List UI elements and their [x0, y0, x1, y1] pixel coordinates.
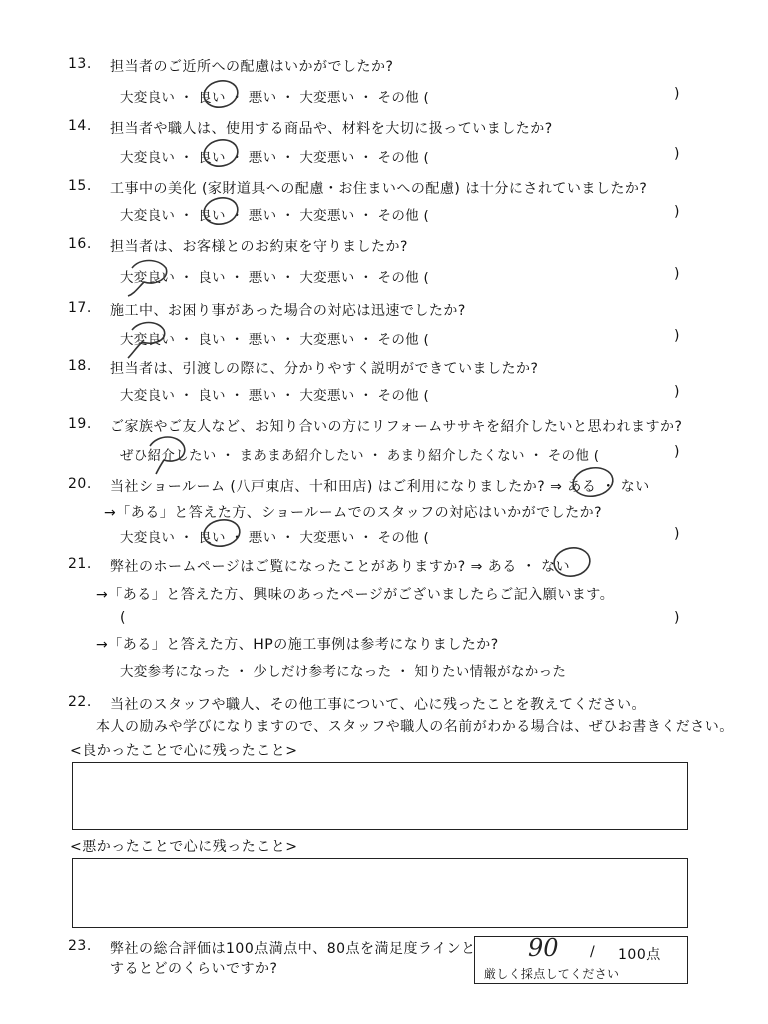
- bad-comment-box[interactable]: [72, 858, 688, 928]
- score-max: 100点: [618, 947, 661, 963]
- question-19-options[interactable]: ぜひ紹介したい ・ まあまあ紹介したい ・ あまり紹介したくない ・ その他 (: [120, 448, 600, 464]
- score-slash: /: [590, 944, 596, 960]
- question-19-text: ご家族やご友人など、お知り合いの方にリフォームササキを紹介したいと思われますか?: [110, 419, 683, 435]
- question-13-options[interactable]: 大変良い ・ 良い ・ 悪い ・ 大変悪い ・ その他 (: [120, 90, 430, 106]
- question-22-number: 22.: [68, 694, 92, 710]
- question-15-options[interactable]: 大変良い ・ 良い ・ 悪い ・ 大変悪い ・ その他 (: [120, 208, 430, 224]
- question-16-close-paren: ): [674, 266, 680, 282]
- bad-comment-label: <悪かったことで心に残ったこと>: [70, 839, 298, 855]
- question-13-close-paren: ): [674, 86, 680, 102]
- question-20-follow-up: →「ある」と答えた方、ショールームでのスタッフの対応はいかがでしたか?: [104, 505, 603, 521]
- score-value: 90: [528, 934, 559, 962]
- question-15-close-paren: ): [674, 204, 680, 220]
- good-comment-box[interactable]: [72, 762, 688, 830]
- question-21-close-paren: ): [674, 610, 680, 626]
- question-16-text: 担当者は、お客様とのお約束を守りましたか?: [110, 239, 408, 255]
- question-21-number: 21.: [68, 556, 92, 572]
- question-14-number: 14.: [68, 118, 92, 134]
- score-note: 厳しく採点してください: [484, 967, 620, 981]
- question-16-options[interactable]: 大変良い ・ 良い ・ 悪い ・ 大変悪い ・ その他 (: [120, 270, 430, 286]
- question-15-text: 工事中の美化 (家財道具への配慮・お住まいへの配慮) は十分にされていましたか?: [110, 181, 648, 197]
- question-13-text: 担当者のご近所への配慮はいかがでしたか?: [110, 59, 394, 75]
- question-18-text: 担当者は、引渡しの際に、分かりやすく説明ができていましたか?: [110, 361, 539, 377]
- question-20-number: 20.: [68, 476, 92, 492]
- question-17-text: 施工中、お困り事があった場合の対応は迅速でしたか?: [110, 303, 466, 319]
- question-21-text[interactable]: 弊社のホームページはご覧になったことがありますか? ⇒ ある ・ ない: [110, 559, 571, 575]
- question-22-text-2: 本人の励みや学びになりますので、スタッフや職人の名前がわかる場合は、ぜひお書きください。: [96, 719, 734, 735]
- question-17-number: 17.: [68, 300, 92, 316]
- question-21-follow-up-1: →「ある」と答えた方、興味のあったページがございましたらご記入願います。: [96, 587, 615, 603]
- question-23-number: 23.: [68, 938, 92, 954]
- question-22-text: 当社のスタッフや職人、その他工事について、心に残ったことを教えてください。: [110, 697, 646, 713]
- question-21-options[interactable]: 大変参考になった ・ 少しだけ参考になった ・ 知りたい情報がなかった: [120, 664, 567, 680]
- question-17-options[interactable]: 大変良い ・ 良い ・ 悪い ・ 大変悪い ・ その他 (: [120, 332, 430, 348]
- question-20-text[interactable]: 当社ショールーム (八戸東店、十和田店) はご利用になりましたか? ⇒ ある ・ ない: [110, 479, 650, 495]
- question-21-open-paren: (: [120, 610, 126, 626]
- question-19-number: 19.: [68, 416, 92, 432]
- question-17-close-paren: ): [674, 328, 680, 344]
- question-18-number: 18.: [68, 358, 92, 374]
- question-23-text-2: するとどのくらいですか?: [110, 961, 278, 977]
- question-14-close-paren: ): [674, 146, 680, 162]
- question-19-close-paren: ): [674, 444, 680, 460]
- question-15-number: 15.: [68, 178, 92, 194]
- question-23-text: 弊社の総合評価は100点満点中、80点を満足度ラインと: [110, 941, 476, 957]
- question-21-follow-up-2: →「ある」と答えた方、HPの施工事例は参考になりましたか?: [96, 637, 499, 653]
- question-14-text: 担当者や職人は、使用する商品や、材料を大切に扱っていましたか?: [110, 121, 553, 137]
- question-13-number: 13.: [68, 56, 92, 72]
- question-20-options[interactable]: 大変良い ・ 良い ・ 悪い ・ 大変悪い ・ その他 (: [120, 530, 430, 546]
- question-18-options[interactable]: 大変良い ・ 良い ・ 悪い ・ 大変悪い ・ その他 (: [120, 388, 430, 404]
- question-16-number: 16.: [68, 236, 92, 252]
- question-18-close-paren: ): [674, 384, 680, 400]
- question-20-close-paren: ): [674, 526, 680, 542]
- good-comment-label: <良かったことで心に残ったこと>: [70, 743, 298, 759]
- question-14-options[interactable]: 大変良い ・ 良い ・ 悪い ・ 大変悪い ・ その他 (: [120, 150, 430, 166]
